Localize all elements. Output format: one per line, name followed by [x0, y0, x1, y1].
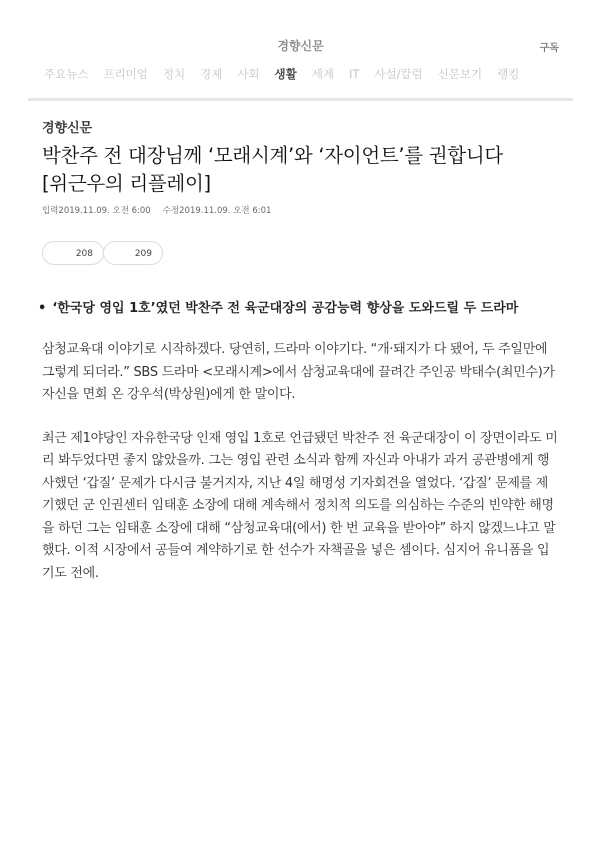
- nav-item-it[interactable]: IT: [348, 67, 360, 81]
- article: [38, 117, 559, 585]
- top-bar: [0, 0, 601, 54]
- category-nav: [44, 62, 601, 86]
- nav-item-opinion[interactable]: 사설/칼럼: [374, 67, 423, 81]
- summary-bullet: •: [38, 301, 47, 316]
- summary-text: ‘한국당 영입 1호’였던 박찬주 전 육군대장의 공감능력 향상을 도와드릴 두 드라마: [52, 301, 519, 316]
- reaction-button-like[interactable]: 208: [42, 241, 104, 265]
- article-summary: [38, 299, 559, 319]
- nav-divider: [28, 98, 573, 101]
- nav-item-premium[interactable]: 프리미엄: [103, 67, 148, 81]
- article-paragraph-1: 삼청교육대 이야기로 시작하겠다. 당연히, 드라마 이야기다. “개·돼지가 다 됐어, 두 주일만에 그렇게 되더라.” SBS 드라마 <모래시계>에서 삼청교육대에 끌려간 주인공 박태수(최민수)가 자신을 면회 온 강우석(박상원)에게 한 말이다.: [42, 342, 555, 402]
- reaction-button-comment[interactable]: 209: [103, 241, 163, 265]
- reaction-buttons: [42, 241, 559, 267]
- article-dates: [42, 204, 559, 216]
- nav-item-ranking[interactable]: 랭킹: [497, 67, 520, 81]
- input-date: 입력2019.11.09. 오전 6:00: [42, 206, 151, 216]
- nav-item-newspaper[interactable]: 신문보기: [437, 67, 483, 81]
- nav-item-world[interactable]: 세계: [311, 67, 334, 81]
- modified-date: 수정2019.11.09. 오전 6:01: [162, 206, 272, 216]
- headline-line-2: [위근우의 리플레이]: [42, 172, 211, 195]
- headline-line-1: 박찬주 전 대장님께 ‘모래시계’와 ‘자이언트’를 권합니다: [42, 144, 503, 167]
- nav-item-life[interactable]: 생활: [274, 67, 297, 81]
- subscribe-button[interactable]: 구독: [539, 43, 559, 54]
- nav-item-politics[interactable]: 정치: [162, 67, 186, 81]
- nav-item-society[interactable]: 사회: [237, 67, 260, 81]
- nav-item-main-news[interactable]: 주요뉴스: [44, 67, 89, 81]
- nav-item-economy[interactable]: 경제: [200, 67, 223, 81]
- brand-logo[interactable]: 경향신문: [277, 39, 324, 53]
- article-paragraph-2: 최근 제1야당인 자유한국당 인재 영입 1호로 언급됐던 박찬주 전 육군대장이 이 장면이라도 미리 봐두었다면 좋지 않았을까. 그는 영입 관련 소식과 함께 자신과 아내가 과거 공관병에게 행사했던 ‘갑질’ 문제가 다시금 불거지자, 지난 4일 해명성 기자회견을 열었다. ‘갑질’ 문제를 제기했던 군 인권센터 임태훈 소장에 대해 계속해서 정치적 의도를 의심하는 수준의 빈약한 해명을 하던 그는 임태훈 소장에 대해 “삼청교육대(에서) 한 번 교육을 받아야” 하지 않겠느냐고 말했다. 이적 시장에서 공들여 계약하기로 한 선수가 자책골을 넣은 셈이다. 심지어 유니폼을 입기도 전에.: [42, 430, 558, 581]
- article-headline: [42, 142, 559, 198]
- article-source[interactable]: 경향신문: [42, 121, 93, 136]
